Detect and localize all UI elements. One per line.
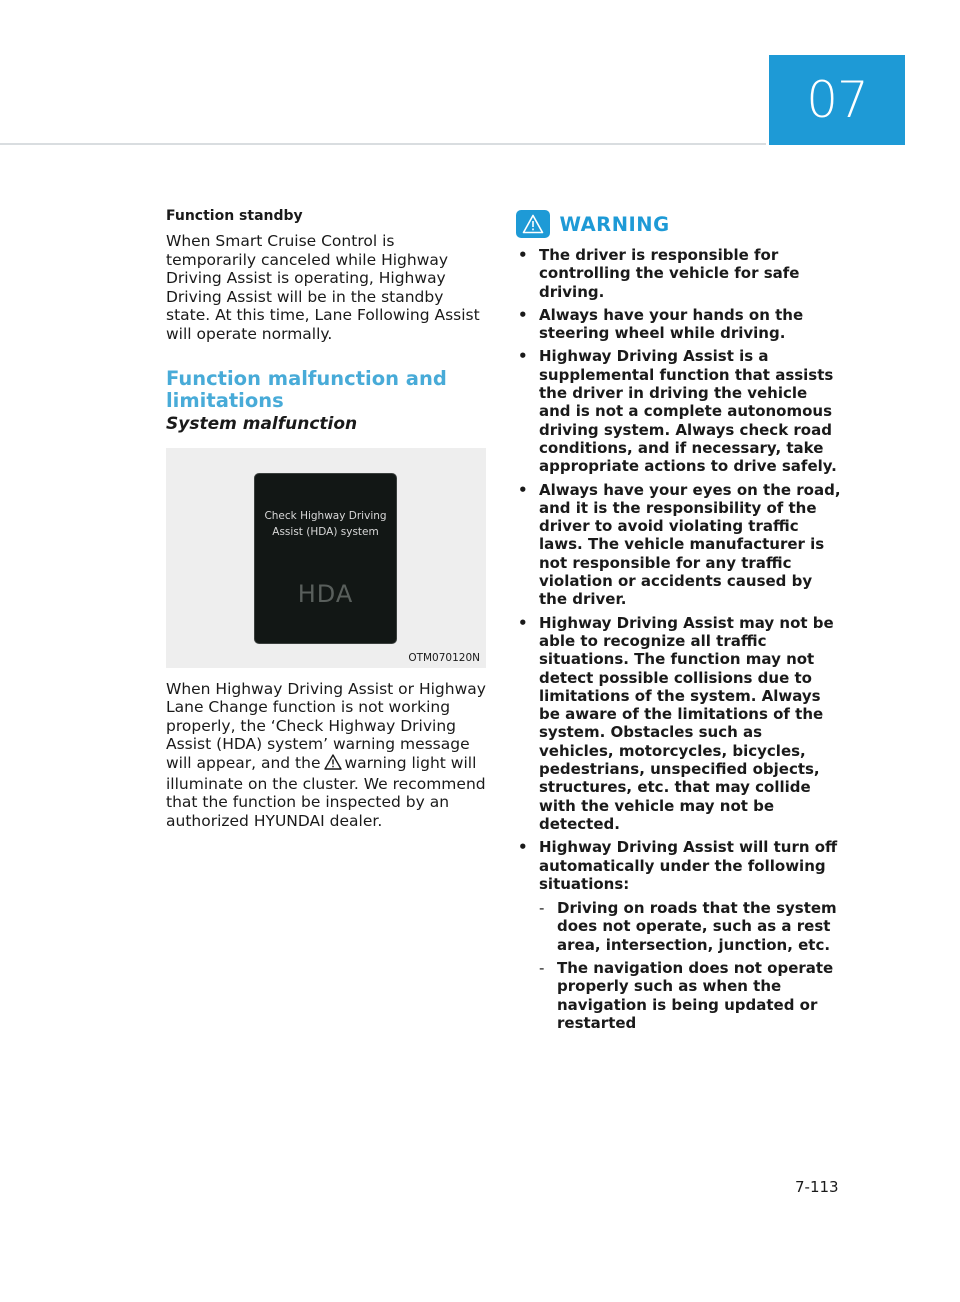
right-column — [516, 210, 841, 1037]
list-item-text: Always have your hands on the steering wheel while driving. — [539, 305, 804, 343]
sub-list-item-text: The navigation does not operate properly such as when the navigation is being updated or restarted — [557, 958, 834, 1032]
left-column — [166, 208, 488, 830]
header-rule — [0, 143, 766, 145]
standby-text: When Smart Cruise Control is temporarily canceled while Highway Driving Assist is operating, Highway Driving Assist will be in the standby state. At this time, Lane Following Assist will operate normally. — [166, 232, 480, 343]
cluster-hda-label: HDA — [297, 579, 354, 608]
warning-header — [516, 210, 841, 238]
subsection-heading: System malfunction — [166, 413, 358, 434]
sub-list-item: - The navigation does not operate properly such as when the navigation is being updated or restarted — [539, 958, 834, 1032]
warning-title: WARNING — [559, 212, 670, 236]
malfunction-text — [166, 680, 488, 831]
cluster-figure — [166, 448, 486, 668]
chapter-tab — [769, 55, 905, 145]
figure-code: OTM070120N — [408, 651, 480, 664]
cluster-message: Check Highway Driving Assist (HDA) system — [264, 509, 387, 538]
list-item: • Highway Driving Assist will turn off automatically under the following situations: - Driving on roads that the system does not operate, such as a rest area, intersection, junction, etc. - The navigation does not operate properly such as when the navigation is being updated or restarted — [516, 838, 841, 1032]
list-item-text: Highway Driving Assist will turn off automatically under the following situations: — [539, 838, 838, 893]
list-item-text: The driver is responsible for controlling the vehicle for safe driving. — [539, 246, 800, 301]
malfunction-text-after: warning light will illuminate on the cluster. We recommend that the function be inspected by an authorized HYUNDAI dealer. — [166, 753, 486, 830]
list-item-text: Always have your eyes on the road, and it is the responsibility of the driver to avoid violating traffic laws. The vehicle manufacturer is not responsible for any traffic violation or accidents caused by the driver. — [539, 480, 841, 609]
page-number: 7-113 — [795, 1178, 839, 1196]
list-item: • Always have your eyes on the road, and it is the responsibility of the driver to avoid violating traffic laws. The vehicle manufacturer is not responsible for any traffic violation or accidents caused by the driver. — [518, 480, 841, 609]
list-item: • Highway Driving Assist is a supplemental function that assists the driver in driving the vehicle and is not a complete autonomous driving system. Always check road conditions, and if necessary, take appropriate actions to drive safely. — [518, 347, 837, 476]
sub-list-item-text: Driving on roads that the system does not operate, such as a rest area, intersection, junction, etc. — [557, 899, 837, 954]
sub-list — [539, 899, 841, 1032]
section-heading: Function malfunction and limitations — [166, 366, 447, 412]
sub-list-item: - Driving on roads that the system does not operate, such as a rest area, intersection, junction, etc. — [539, 899, 837, 954]
warning-triangle-icon — [324, 754, 342, 775]
list-item: • Highway Driving Assist may not be able to recognize all traffic situations. The function may not detect possible collisions due to limitations of the system. Always be aware of the limitations of the system. Obstacles such as vehicles, motorcycles, bicycles, pedestrians, unspecified objects, structures, etc. that may collide with the vehicle may not be detected. — [518, 613, 834, 833]
warning-triangle-icon — [522, 214, 544, 234]
chapter-number: 07 — [806, 71, 868, 129]
cluster-display — [255, 474, 396, 643]
warning-list — [516, 246, 841, 1032]
standby-heading: Function standby — [166, 208, 303, 224]
list-item: • Always have your hands on the steering wheel while driving. — [518, 305, 804, 343]
list-item: • The driver is responsible for controlling the vehicle for safe driving. — [518, 246, 800, 301]
malfunction-text-before: When Highway Driving Assist or Highway Lane Change function is not working properly, the ‘Check Highway Driving Assist (HDA) system’ warning message will appear, and the — [166, 679, 486, 772]
warning-badge — [516, 210, 550, 238]
list-item-text: Highway Driving Assist is a supplemental function that assists the driver in driving the vehicle and is not a complete autonomous driving system. Always check road conditions, and if necessary, take appropriate actions to drive safely. — [539, 347, 837, 476]
list-item-text: Highway Driving Assist may not be able to recognize all traffic situations. The function may not detect possible collisions due to limitations of the system. Always be aware of the limitations of the system. Obstacles such as vehicles, motorcycles, bicycles, pedestrians, unspecified objects, structures, etc. that may collide with the vehicle may not be detected. — [539, 613, 834, 833]
